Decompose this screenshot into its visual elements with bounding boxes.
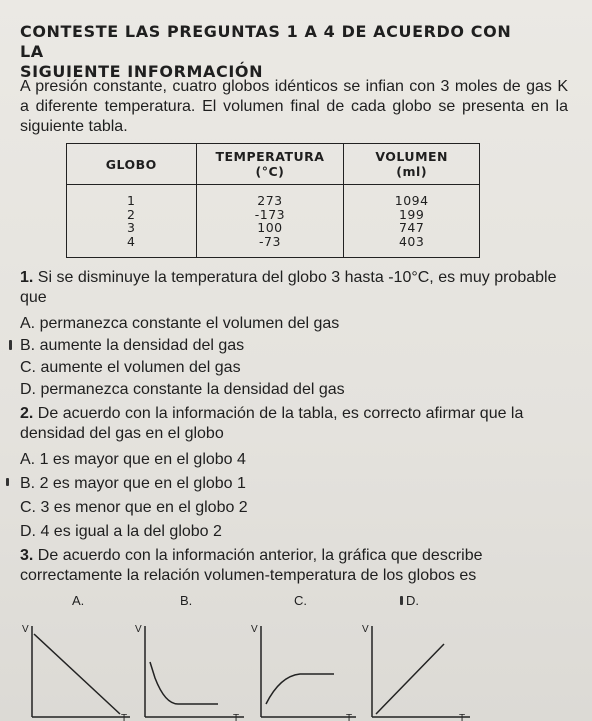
cell-globo: 1 (127, 193, 136, 208)
question-number: 1. (20, 269, 34, 286)
cell-temp: 100 (257, 220, 283, 235)
graph-a-label[interactable]: A. (72, 593, 85, 608)
question-text: De acuerdo con la información anterior, la gráfica que describe correctamente la relación volumen-temperatura de los globos es (20, 547, 483, 584)
q1-option-d[interactable]: D. permanezca constante la densidad del gas (20, 381, 345, 398)
heading-line-1: CONTESTE LAS PREGUNTAS 1 A 4 DE ACUERDO CON LA (20, 22, 512, 61)
cell-vol: 403 (398, 233, 425, 249)
graph-b-t-label: T (233, 713, 240, 721)
question-number: 3. (20, 547, 34, 564)
q1-option-c[interactable]: C. aumente el volumen del gas (20, 359, 241, 376)
graph-b[interactable] (145, 626, 244, 717)
intro-paragraph: A presión constante, cuatro globos idénticos se infian con 3 moles de gas K a diferente temperatura. El volumen final de cada globo se presenta en la siguiente tabla. (20, 78, 568, 135)
cell-temp: -73 (258, 233, 281, 249)
graph-d-curve (376, 644, 444, 714)
q2-option-c[interactable]: C. 3 es menor que en el globo 2 (20, 499, 248, 516)
header-volumen: VOLUMEN (ml) (344, 144, 480, 185)
graph-options (0, 620, 592, 721)
question-1 (20, 268, 568, 308)
q2-option-d[interactable]: D. 4 es igual a la del globo 2 (20, 523, 222, 540)
question-number: 2. (20, 405, 34, 422)
graph-c[interactable] (261, 626, 356, 717)
column-temperatura-values (196, 185, 344, 258)
graph-a-v-label: V (22, 624, 29, 635)
q2-option-b[interactable]: B. 2 es mayor que en el globo 1 (20, 475, 246, 492)
pencil-mark-icon (6, 478, 9, 486)
cell-globo: 4 (127, 233, 136, 249)
question-text: De acuerdo con la información de la tabla, es correcto afirmar que la densidad del gas en el globo (20, 405, 524, 442)
pencil-mark-icon (400, 596, 403, 605)
question-3 (20, 546, 568, 586)
balloon-table (66, 143, 480, 258)
heading-line-2: SIGUIENTE INFORMACIÓN (20, 62, 264, 81)
graph-a-curve (34, 634, 120, 714)
graph-a-t-label: T (121, 713, 128, 721)
cell-vol: 1094 (394, 193, 429, 208)
cell-globo: 2 (127, 206, 136, 222)
question-2 (20, 404, 568, 444)
graph-d-label[interactable]: D. (406, 593, 419, 608)
header-globo: GLOBO (67, 144, 197, 185)
column-globo-values (67, 185, 197, 258)
graph-b-v-label: V (135, 624, 142, 635)
cell-globo: 3 (127, 220, 136, 235)
column-volumen-values (344, 185, 480, 258)
cell-temp: -173 (254, 206, 286, 222)
cell-vol: 747 (398, 220, 425, 235)
graph-d[interactable] (372, 626, 470, 717)
graph-c-label[interactable]: C. (294, 593, 307, 608)
graph-c-t-label: T (346, 713, 353, 721)
cell-temp: 273 (257, 193, 283, 208)
graph-d-t-label: T (459, 713, 466, 721)
cell-vol: 199 (398, 206, 425, 222)
section-heading (20, 22, 540, 82)
question-text: Si se disminuye la temperatura del globo 3 hasta -10°C, es muy probable que (20, 269, 557, 306)
q1-option-b[interactable]: B. aumente la densidad del gas (20, 337, 245, 354)
graph-a[interactable] (32, 626, 130, 717)
graph-d-v-label: V (362, 624, 369, 635)
graph-c-curve (266, 674, 334, 704)
header-temperatura: TEMPERATURA (°C) (196, 144, 344, 185)
pencil-mark-icon (9, 340, 12, 350)
graph-b-label[interactable]: B. (180, 593, 193, 608)
q1-option-a[interactable]: A. permanezca constante el volumen del gas (20, 315, 340, 332)
graph-c-v-label: V (251, 624, 258, 635)
graph-b-curve (150, 662, 218, 704)
q2-option-a[interactable]: A. 1 es mayor que en el globo 4 (20, 451, 246, 468)
